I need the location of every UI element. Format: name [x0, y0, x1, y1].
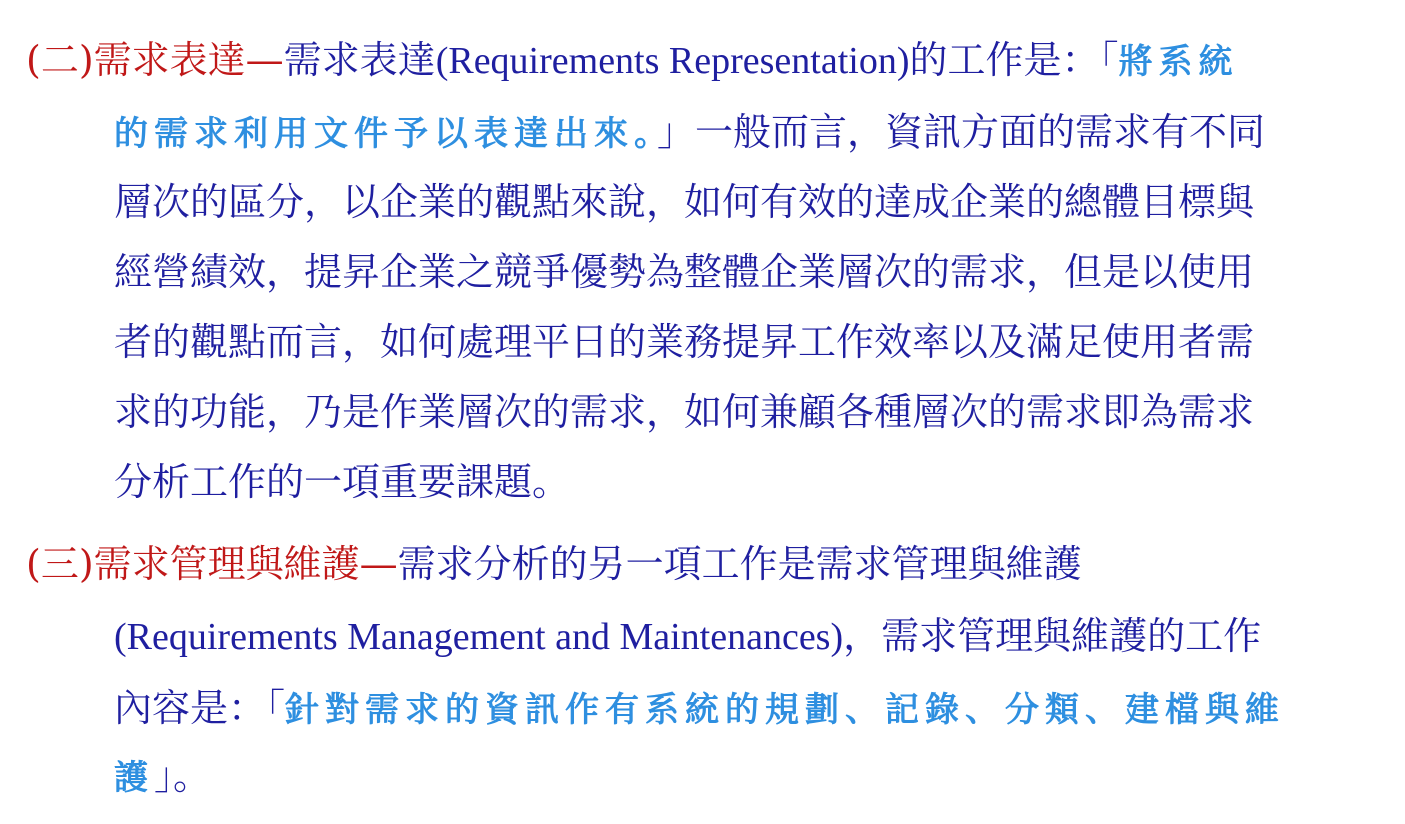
section3-line1 [26, 540, 1082, 588]
section2-text: 分析工作的一項重要課題。 [114, 460, 571, 504]
section2-title: 需求表達 [93, 38, 246, 82]
section2-intro-rest: 的工作是：「 [909, 38, 1119, 82]
section2-text: 經營績效，提昇企業之競爭優勢為整體企業層次的需求，但是以使用 [114, 250, 1255, 294]
section2-line7 [114, 458, 570, 506]
section3-intro-rest: 需求分析的另一項工作是需求管理與維護 [397, 542, 1082, 586]
section3-title: 需求管理與維護 [93, 542, 360, 586]
section2-quote-part2: 的需求利用文件予以表達出來。 [114, 114, 657, 154]
section2-text: 層次的區分，以企業的觀點來說，如何有效的達成企業的總體目標與 [114, 180, 1255, 224]
section2-after-quote: 」一般而言，資訊方面的需求有不同 [657, 110, 1266, 154]
section2-line1 [26, 36, 1239, 86]
section3-line2 [114, 612, 1261, 661]
section2-line3 [114, 178, 1254, 226]
section2-intro-en: (Requirements Representation) [435, 40, 910, 82]
section2-text: 者的觀點而言，如何處理平日的業務提昇工作效率以及滿足使用者需 [114, 320, 1255, 364]
section2-intro-cn: 需求表達 [283, 38, 436, 82]
section2-line6 [114, 388, 1254, 436]
section3-line4 [114, 752, 211, 802]
section2-number: (二) [26, 38, 94, 82]
section3-quote-part1: 針對需求的資訊作有系統的規劃、記錄、分類、建檔與維 [285, 690, 1286, 730]
section3-line3 [114, 684, 1285, 734]
section2-line4 [114, 248, 1254, 296]
section3-dash: — [359, 542, 398, 586]
section3-quote-part2: 護 [114, 758, 154, 798]
section3-en-term: (Requirements Management and Maintenances) [114, 616, 844, 658]
section2-quote-part1: 將系統 [1118, 42, 1239, 82]
section3-closing: 」。 [154, 754, 212, 798]
section2-line5 [114, 318, 1254, 366]
section3-number: (三) [26, 542, 94, 586]
section3-line2-rest: ，需求管理與維護的工作 [843, 614, 1262, 658]
section3-lead: 內容是：「 [114, 686, 286, 730]
section2-text: 求的功能，乃是作業層次的需求，如何兼顧各種層次的需求即為需求 [114, 390, 1255, 434]
section2-dash: — [245, 38, 284, 82]
section2-line2 [114, 108, 1265, 158]
